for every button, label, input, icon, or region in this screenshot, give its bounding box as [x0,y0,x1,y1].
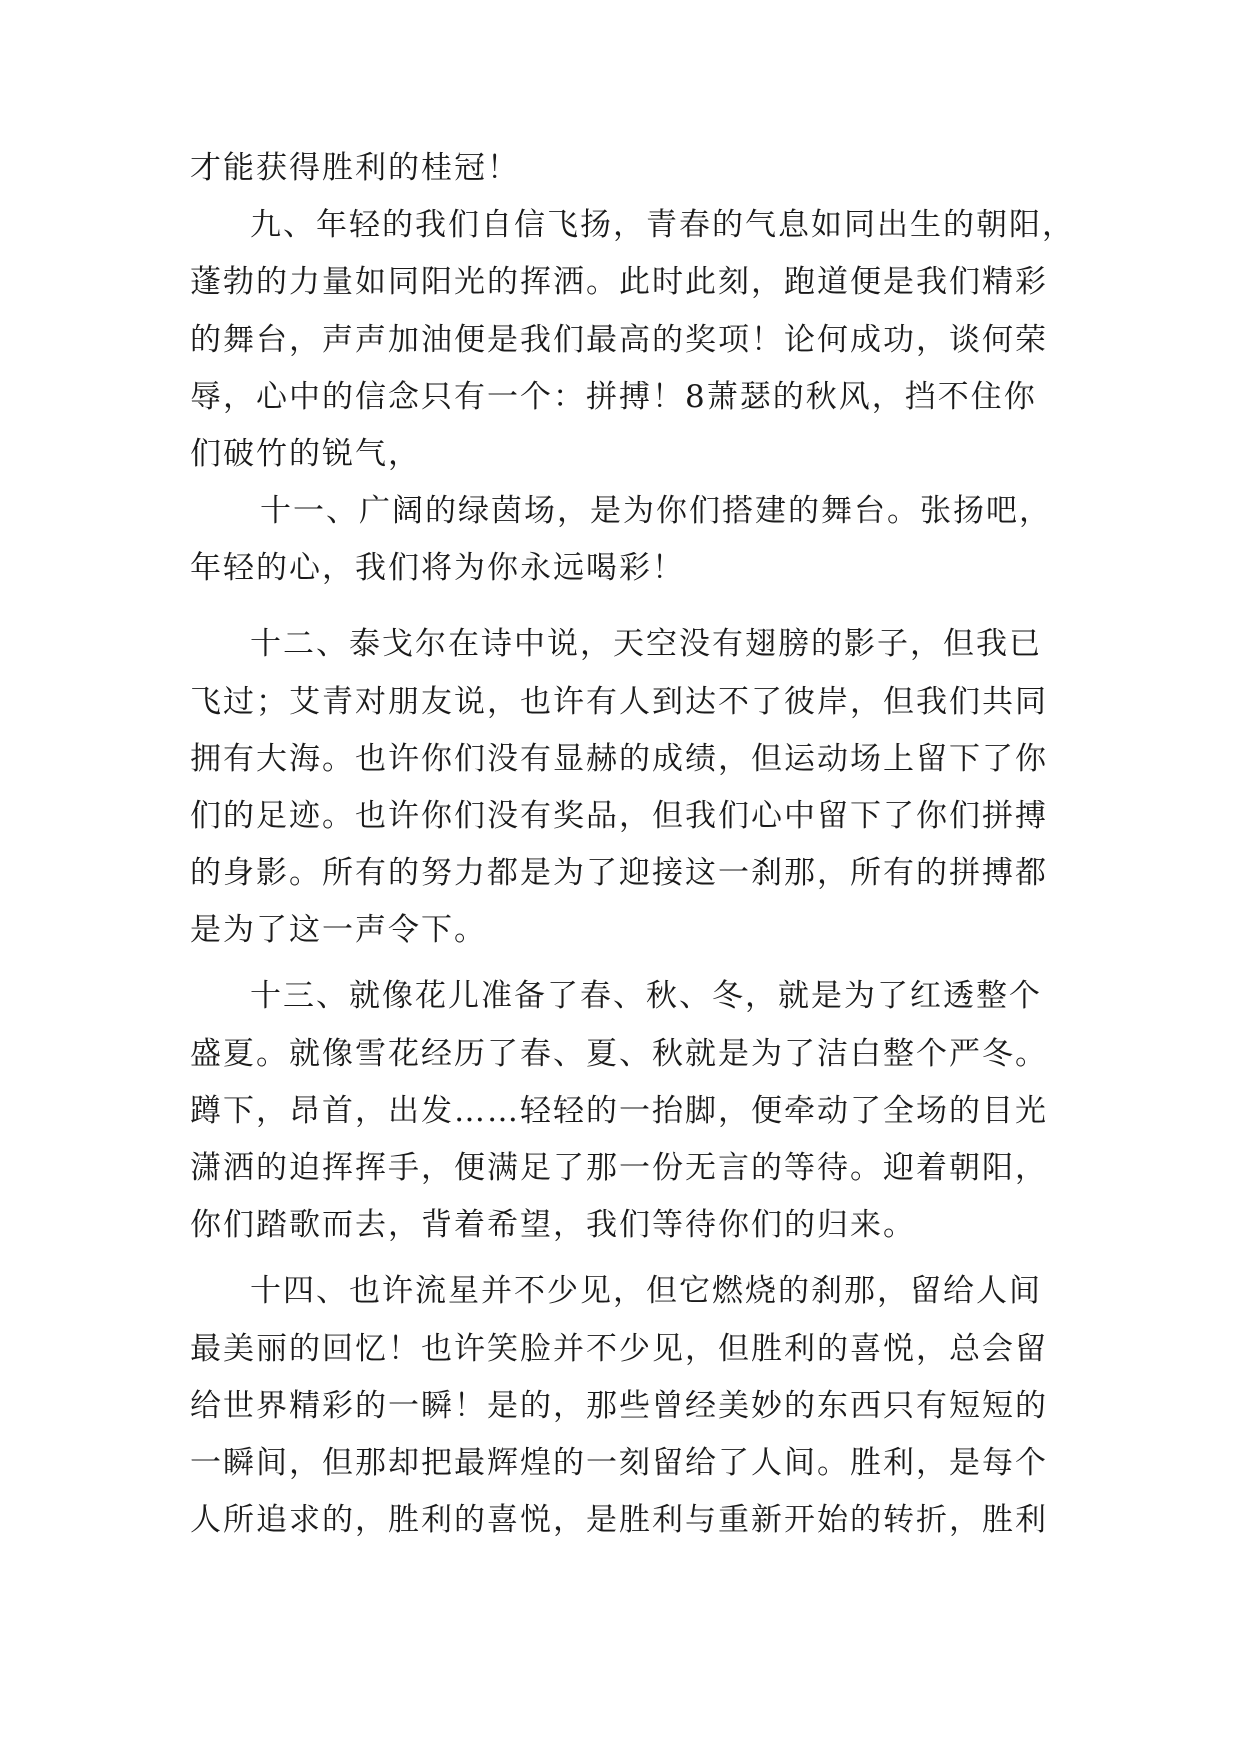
text-line: 的舞台，声声加油便是我们最高的奖项！论何成功，谈何荣 [190,322,1048,358]
paragraph-twelve-line-1: 十二、泰戈尔在诗中说，天空没有翅膀的影子，但我已 [250,626,1042,662]
text-line: 蹲下，昂首，出发……轻轻的一抬脚，便牵动了全场的目光 [190,1093,1048,1129]
text-line: 最美丽的回忆！也许笑脸并不少见，但胜利的喜悦，总会留 [190,1331,1048,1367]
text-line: 们的足迹。也许你们没有奖品，但我们心中留下了你们拼搏 [190,798,1048,834]
text-line: 给世界精彩的一瞬！是的，那些曾经美妙的东西只有短短的 [190,1388,1048,1424]
paragraph-nine-line-1: 九、年轻的我们自信飞扬，青春的气息如同出生的朝阳， [250,207,1075,243]
text-line: 你们踏歌而去，背着希望，我们等待你们的归来。 [190,1207,916,1243]
text-line: 们破竹的锐气， [190,436,421,472]
text-line: 人所追求的，胜利的喜悦，是胜利与重新开始的转折，胜利 [190,1502,1048,1538]
paragraph-thirteen-line-1: 十三、就像花儿准备了春、秋、冬，就是为了红透整个 [250,978,1042,1014]
text-line: 一瞬间，但那却把最辉煌的一刻留给了人间。胜利，是每个 [190,1445,1048,1481]
paragraph-eleven-line-1: 十一、广阔的绿茵场，是为你们搭建的舞台。张扬吧， [260,493,1052,529]
text-line: 盛夏。就像雪花经历了春、夏、秋就是为了洁白整个严冬。 [190,1036,1048,1072]
text-line: 蓬勃的力量如同阳光的挥洒。此时此刻，跑道便是我们精彩 [190,264,1048,300]
text-line: 辱，心中的信念只有一个：拼搏！8萧瑟的秋风，挡不住你 [190,379,1037,415]
paragraph-fourteen-line-1: 十四、也许流星并不少见，但它燃烧的刹那，留给人间 [250,1273,1042,1309]
text-line: 拥有大海。也许你们没有显赫的成绩，但运动场上留下了你 [190,741,1048,777]
text-line: 潇洒的迫挥挥手，便满足了那一份无言的等待。迎着朝阳， [190,1150,1048,1186]
text-line: 是为了这一声令下。 [190,912,487,948]
text-line: 飞过；艾青对朋友说，也许有人到达不了彼岸，但我们共同 [190,684,1048,720]
text-line: 的身影。所有的努力都是为了迎接这一刹那，所有的拼搏都 [190,855,1048,891]
text-line: 年轻的心，我们将为你永远喝彩！ [190,550,685,586]
text-line: 才能获得胜利的桂冠！ [190,150,520,186]
